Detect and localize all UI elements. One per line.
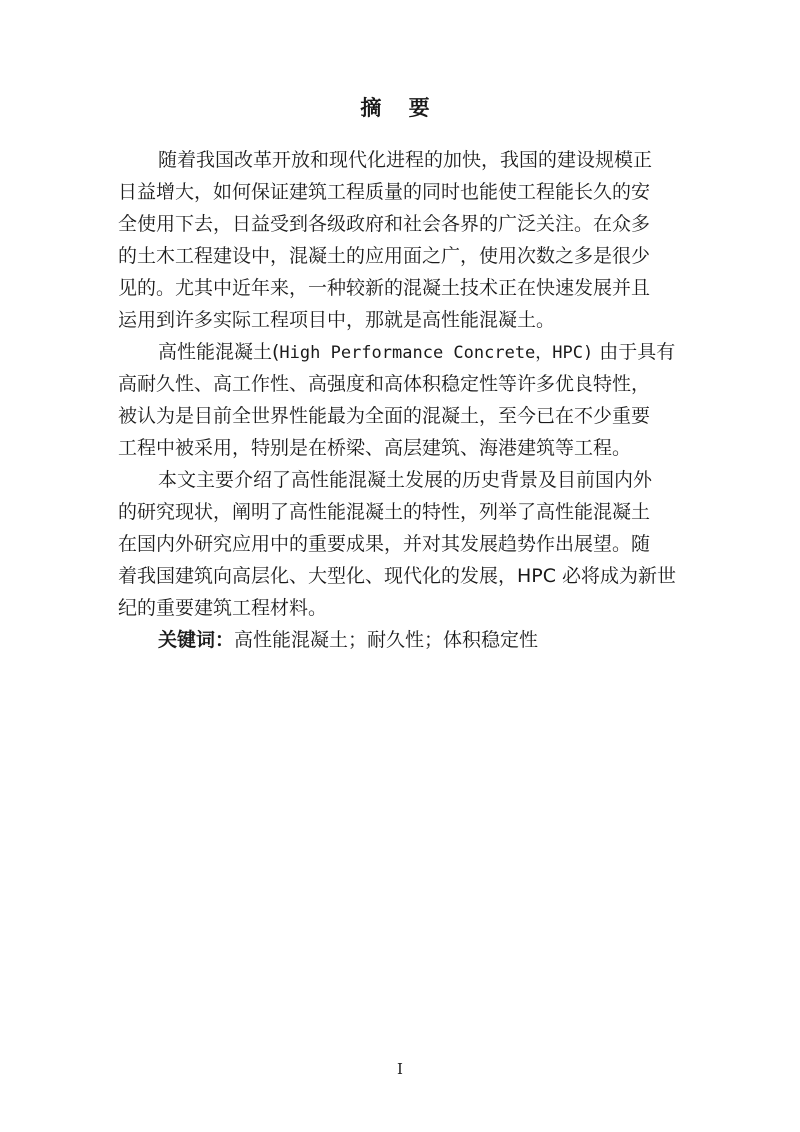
keywords-label: 关键词： bbox=[158, 629, 235, 651]
paragraph-text: 由于具有 bbox=[593, 341, 676, 363]
paragraph-line: 随着我国改革开放和现代化进程的加快，我国的建设规模正 bbox=[158, 149, 653, 171]
paragraph-line: 纪的重要建筑工程材料。 bbox=[118, 597, 328, 619]
page-number: I bbox=[397, 1060, 403, 1078]
keywords-line bbox=[118, 624, 688, 656]
paragraph-line: 运用到许多实际工程项目中，那就是高性能混凝土。 bbox=[118, 309, 556, 331]
paragraph-line bbox=[118, 336, 688, 368]
abstract-body bbox=[118, 144, 688, 656]
paragraph-line: 被认为是目前全世界性能最为全面的混凝土，至今已在不少重要 bbox=[118, 405, 651, 427]
paragraph-line: 日益增大，如何保证建筑工程质量的同时也能使工程能长久的安 bbox=[118, 181, 651, 203]
paragraph-line: 本文主要介绍了高性能混凝土发展的历史背景及目前国内外 bbox=[158, 469, 653, 491]
paragraph-line: 着我国建筑向高层化、大型化、现代化的发展，HPC 必将成为新世 bbox=[118, 565, 677, 587]
paragraph-3 bbox=[118, 464, 688, 624]
abstract-title: 摘 要 bbox=[360, 96, 440, 120]
paragraph-line: 的研究现状，阐明了高性能混凝土的特性，列举了高性能混凝土 bbox=[118, 501, 651, 523]
paragraph-line: 高耐久性、高工作性、高强度和高体积稳定性等许多优良特性， bbox=[118, 373, 651, 395]
paragraph-text: 高性能混凝土( bbox=[158, 341, 280, 363]
paragraph-1 bbox=[118, 144, 688, 336]
paragraph-line: 全使用下去，日益受到各级政府和社会各界的广泛关注。在众多 bbox=[118, 213, 651, 235]
paragraph-line: 工程中被采用，特别是在桥梁、高层建筑、海港建筑等工程。 bbox=[118, 437, 632, 459]
paragraph-line: 的土木工程建设中，混凝土的应用面之广，使用次数之多是很少 bbox=[118, 245, 651, 267]
paragraph-line: 在国内外研究应用中的重要成果，并对其发展趋势作出展望。随 bbox=[118, 533, 651, 555]
keywords-value: 高性能混凝土；耐久性；体积稳定性 bbox=[234, 629, 539, 651]
paragraph-2 bbox=[118, 336, 688, 464]
english-term: High Performance Concrete，HPC) bbox=[279, 343, 594, 363]
paragraph-line: 见的。尤其中近年来，一种较新的混凝土技术正在快速发展并且 bbox=[118, 277, 651, 299]
